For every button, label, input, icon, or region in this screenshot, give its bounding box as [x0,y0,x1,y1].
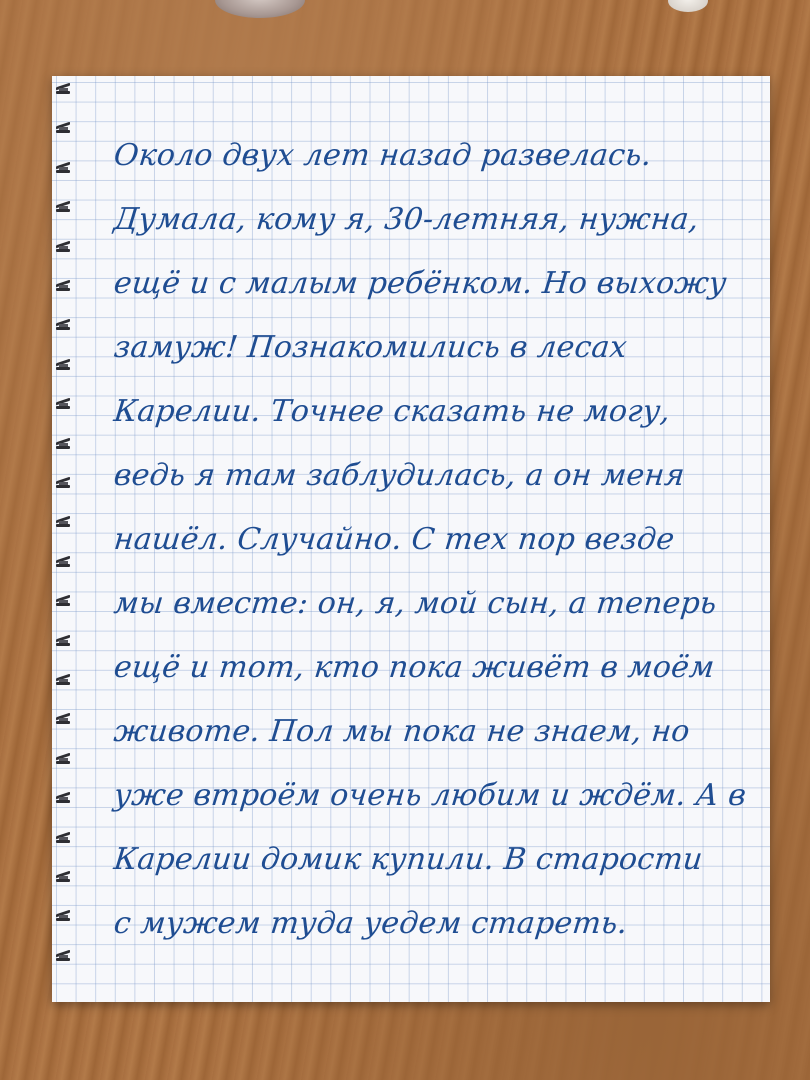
note-line: животе. Пол мы пока не знаем, но [112,714,692,749]
spiral-hole [59,640,68,643]
spiral-hole [59,482,68,485]
spiral-hole [59,285,68,288]
note-line: замуж! Познакомились в лесах [112,330,629,365]
spiral-coil [56,84,70,96]
spiral-hole [59,167,68,170]
spiral-coil [56,714,70,726]
spiral-coil [56,163,70,175]
spiral-hole [59,246,68,249]
spiral-hole [59,758,68,761]
spiral-hole [59,324,68,327]
spiral-coil [56,517,70,529]
notebook-page [52,76,770,1002]
spiral-coil [56,360,70,372]
spiral-coil [56,872,70,884]
spiral-binding [52,84,74,984]
spiral-hole [59,403,68,406]
spiral-coil [56,320,70,332]
table-bottle-cap [668,0,708,12]
spiral-coil [56,793,70,805]
spiral-coil [56,242,70,254]
spiral-coil [56,399,70,411]
note-line: уже втроём очень любим и ждём. А в [112,778,748,813]
spiral-hole [59,915,68,918]
spiral-coil [56,833,70,845]
spiral-hole [59,876,68,879]
note-line: Думала, кому я, 30-летняя, нужна, [112,202,701,237]
spiral-hole [59,364,68,367]
spiral-coil [56,439,70,451]
note-line: Карелии. Точнее сказать не могу, [112,394,672,429]
spiral-coil [56,123,70,135]
spiral-hole [59,206,68,209]
spiral-hole [59,837,68,840]
note-line: Карелии домик купили. В старости [112,842,705,877]
spiral-hole [59,521,68,524]
spiral-coil [56,754,70,766]
spiral-coil [56,596,70,608]
handwritten-note [114,124,754,956]
note-line: мы вместе: он, я, мой сын, а теперь [112,586,719,621]
note-line: ведь я там заблудилась, а он меня [112,458,687,493]
spiral-coil [56,202,70,214]
spiral-hole [59,88,68,91]
spiral-hole [59,718,68,721]
spiral-coil [56,951,70,963]
spiral-hole [59,127,68,130]
spiral-hole [59,600,68,603]
spiral-hole [59,797,68,800]
spiral-hole [59,955,68,958]
spiral-coil [56,557,70,569]
spiral-coil [56,636,70,648]
note-line: Около двух лет назад развелась. [112,138,654,173]
spiral-coil [56,478,70,490]
note-line: с мужем туда уедем стареть. [112,906,630,941]
spiral-hole [59,561,68,564]
spiral-coil [56,281,70,293]
note-line: нашёл. Случайно. С тех пор везде [112,522,677,557]
note-line: ещё и тот, кто пока живёт в моём [112,650,717,685]
table-ornament [215,0,305,18]
spiral-hole [59,443,68,446]
spiral-hole [59,679,68,682]
note-line: ещё и с малым ребёнком. Но выхожу [112,266,729,301]
spiral-coil [56,675,70,687]
spiral-coil [56,911,70,923]
